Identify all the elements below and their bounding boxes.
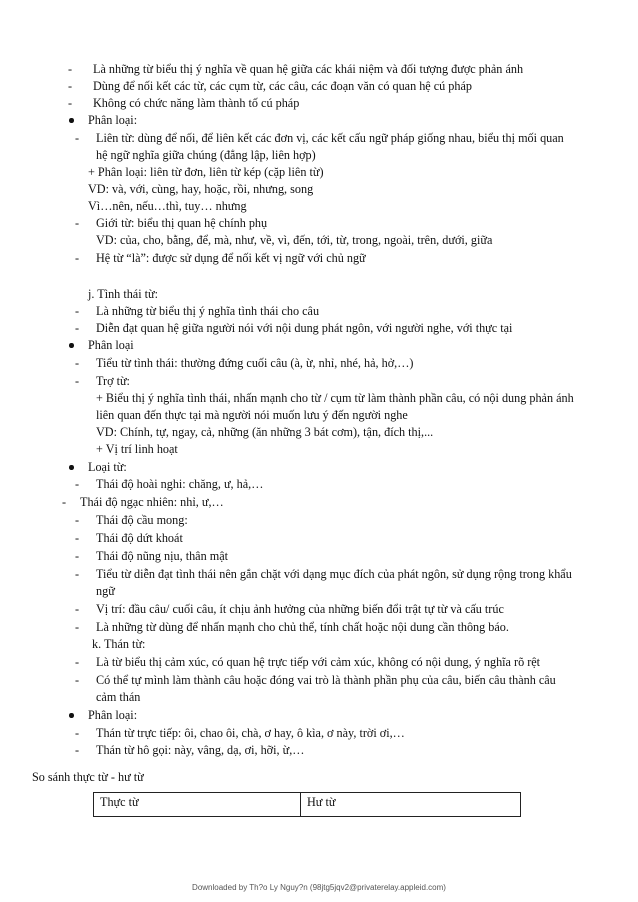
text-line: Thái độ dứt khoát: [96, 531, 183, 545]
bullet-icon: [69, 343, 74, 348]
table-cell-hu-tu: Hư từ: [301, 793, 521, 817]
dash-marker: -: [75, 549, 80, 563]
text-line: Là những từ dùng để nhấn mạnh cho chủ thể, tính chất hoặc nội dung cần thông báo.: [96, 620, 509, 634]
comparison-table: [93, 792, 521, 817]
text-line: Giới từ: biểu thị quan hệ chính phụ: [96, 216, 268, 230]
text-line: hệ ngữ nghĩa giữa chúng (đẳng lập, liên hợp): [96, 148, 316, 162]
bullet-icon: [69, 118, 74, 123]
text-line: Hệ từ “là”: được sử dụng để nối kết vị ngữ với chủ ngữ: [96, 251, 366, 265]
section-heading: So sánh thực từ - hư từ: [32, 770, 144, 784]
text-line: Vị trí: đầu câu/ cuối câu, ít chịu ảnh hưởng của những biến đổi trật tự từ và cấu trúc: [96, 602, 504, 616]
text-line: Diễn đạt quan hệ giữa người nói với nội dung phát ngôn, với người nghe, với thực tại: [96, 321, 513, 335]
dash-marker: -: [75, 513, 80, 527]
download-footer: Downloaded by Th?o Ly Nguy?n (98jtg5jqv2@privaterelay.appleid.com): [192, 883, 446, 892]
text-line: Là những từ biểu thị ý nghĩa về quan hệ giữa các khái niệm và đối tượng được phản ánh: [93, 62, 524, 76]
dash-marker: -: [75, 374, 80, 388]
text-line: Phân loại:: [88, 113, 138, 127]
text-line: Trợ từ:: [96, 374, 130, 388]
dash-marker: -: [68, 79, 73, 93]
text-line: Loại từ:: [88, 460, 127, 474]
text-line: Liên từ: dùng để nối, để liên kết các đơn vị, các kết cấu ngữ pháp giống nhau, biểu thị mối quan: [96, 131, 564, 145]
table-cell-thuc-tu: Thực từ: [94, 793, 301, 817]
dash-marker: -: [75, 620, 80, 634]
dash-marker: -: [75, 655, 80, 669]
text-line: cảm thán: [96, 690, 141, 704]
text-line: Là từ biểu thị cảm xúc, có quan hệ trực tiếp với cảm xúc, không có nội dung, ý nghĩa rõ rệt: [96, 655, 541, 669]
text-line: Là những từ biểu thị ý nghĩa tình thái cho câu: [96, 304, 320, 318]
dash-marker: -: [75, 673, 80, 687]
text-line: Dùng để nối kết các từ, các cụm từ, các câu, các đoạn văn có quan hệ cú pháp: [93, 79, 473, 93]
dash-marker: -: [75, 304, 80, 318]
text-line: Thán từ hô gọi: này, vâng, dạ, ơi, hỡi, ừ,…: [96, 743, 305, 757]
dash-marker: -: [75, 743, 80, 757]
dash-marker: -: [68, 96, 73, 110]
text-line: Tiểu từ tình thái: thường đứng cuối câu (à, ừ, nhỉ, nhé, hả, hở,…): [96, 356, 414, 370]
text-line: VD: Chính, tự, ngay, cả, những (ăn những 3 bát cơm), tận, đích thị,...: [96, 425, 434, 439]
text-line: Thái độ ngạc nhiên: nhỉ, ư,…: [80, 495, 224, 509]
text-line: VD: và, với, cùng, hay, hoặc, rồi, nhưng, song: [88, 182, 314, 196]
dash-marker: -: [75, 477, 80, 491]
text-line: Tiểu từ diễn đạt tình thái nên gắn chặt với dạng mục đích của phát ngôn, sử dụng rộng trong khẩu: [96, 567, 572, 581]
dash-marker: -: [75, 602, 80, 616]
text-line: j. Tình thái từ:: [88, 287, 159, 301]
dash-marker: -: [75, 131, 80, 145]
text-line: liên quan đến thực tại mà người nói muốn lưu ý đến người nghe: [96, 408, 408, 422]
text-line: Phân loại:: [88, 708, 138, 722]
dash-marker: -: [75, 216, 80, 230]
dash-marker: -: [75, 321, 80, 335]
text-line: Vì…nên, nếu…thì, tuy… nhưng: [88, 199, 247, 213]
dash-marker: -: [75, 531, 80, 545]
text-line: + Vị trí linh hoạt: [96, 442, 178, 456]
text-line: Phân loại: [88, 338, 134, 352]
text-line: Thái độ nũng nịu, thân mật: [96, 549, 229, 563]
text-line: VD: của, cho, bằng, để, mà, như, về, vì, đến, tới, từ, trong, ngoài, trên, dưới, giữa: [96, 233, 493, 247]
bullet-icon: [69, 465, 74, 470]
dash-marker: -: [75, 251, 80, 265]
text-line: + Biểu thị ý nghĩa tình thái, nhấn mạnh cho từ / cụm từ làm thành phần câu, có nội dung phản ánh: [96, 391, 574, 405]
dash-marker: -: [62, 495, 67, 509]
dash-marker: -: [75, 567, 80, 581]
text-line: + Phân loại: liên từ đơn, liên từ kép (cặp liên từ): [88, 165, 324, 179]
text-line: Có thể tự mình làm thành câu hoặc đóng vai trò là thành phần phụ của câu, biến câu thành câu: [96, 673, 556, 687]
text-line: Thái độ hoài nghi: chăng, ư, hả,…: [96, 477, 264, 491]
text-line: ngữ: [96, 584, 115, 598]
table-row: [94, 793, 521, 817]
text-line: Thán từ trực tiếp: ôi, chao ôi, chà, ơ hay, ô kìa, ơ này, trời ơi,…: [96, 726, 405, 740]
text-line: Không có chức năng làm thành tố cú pháp: [93, 96, 300, 110]
dash-marker: -: [75, 356, 80, 370]
bullet-icon: [69, 713, 74, 718]
text-line: k. Thán từ:: [92, 637, 146, 651]
dash-marker: -: [75, 726, 80, 740]
dash-marker: -: [68, 62, 73, 76]
text-line: Thái độ cầu mong:: [96, 513, 188, 527]
